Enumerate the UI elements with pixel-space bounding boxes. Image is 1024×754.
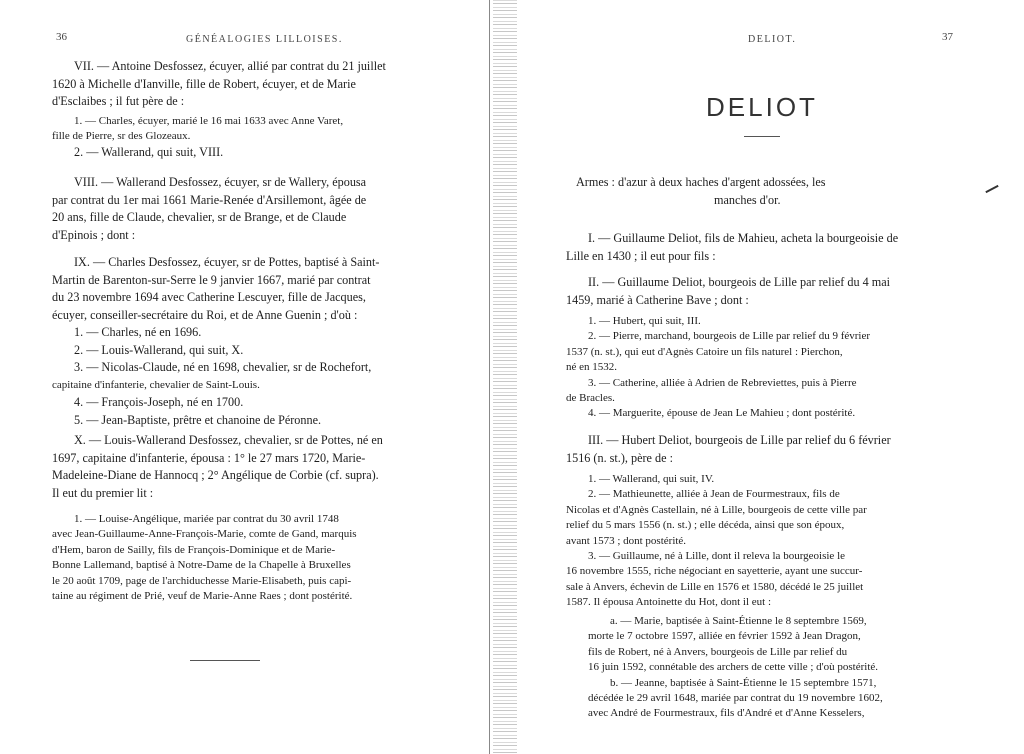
paragraph-iii: [566, 432, 950, 467]
text-line: 1459, marié à Catherine Bave ; dont :: [566, 292, 749, 307]
paragraph-ix: [52, 254, 424, 324]
text-line: II. — Guillaume Deliot, bourgeois de Lille par relief du 4 mai: [588, 275, 891, 289]
text-line: 1516 (n. st.), père de :: [566, 450, 673, 465]
text-line: avec André de Fourmestraux, fils d'André et d'Anne Kesselers,: [588, 707, 865, 720]
text-line: 2. — Wallerand, qui suit, VIII.: [74, 145, 224, 159]
title-rule: [744, 136, 780, 137]
child-entry: [52, 114, 424, 145]
children-list: [566, 314, 950, 422]
text-line: 1. — Charles, né en 1696.: [74, 325, 202, 339]
child-entry: [52, 512, 424, 604]
text-line: écuyer, conseiller-secrétaire du Roi, et de Anne Guenin ; d'où :: [52, 307, 358, 322]
text-line: du 23 novembre 1694 avec Catherine Lescuyer, fille de Jacques,: [52, 290, 366, 305]
page-number: 37: [942, 31, 953, 43]
right-page: [500, 0, 1024, 754]
text-line: b. — Jeanne, baptisée à Saint-Étienne le 15 septembre 1571,: [610, 676, 877, 689]
text-line: a. — Marie, baptisée à Saint-Étienne le 8 septembre 1569,: [610, 615, 867, 627]
child-entry: [52, 144, 424, 162]
running-head: DELIOT.: [748, 34, 797, 45]
text-line: morte le 7 octobre 1597, alliée en février 1592 à Jean Dragon,: [588, 630, 861, 643]
text-line: capitaine d'infanterie, chevalier de Saint-Louis.: [52, 378, 260, 391]
text-line: taine au régiment de Prié, veuf de Marie-Anne Raes ; dont postérité.: [52, 590, 353, 603]
text-line: Madeleine-Diane de Hannocq ; 2° Angélique de Corbie (cf. supra).: [52, 468, 379, 483]
text-line: né en 1532.: [566, 361, 618, 374]
paragraph-ii: [566, 274, 950, 309]
text-line: manches d'or.: [714, 192, 781, 207]
text-line: 4. — Marguerite, épouse de Jean Le Mahieu ; dont postérité.: [588, 407, 856, 420]
text-line: avec Jean-Guillaume-Anne-François-Marie, comte de Gand, marquis: [52, 528, 357, 541]
text-line: IX. — Charles Desfossez, écuyer, sr de Pottes, baptisé à Saint-: [74, 255, 380, 269]
page-fold: [489, 0, 490, 754]
chapter-title: DELIOT: [706, 92, 818, 122]
text-line: 1620 à Michelle d'Ianville, fille de Robert, écuyer, et de Marie: [52, 76, 356, 91]
text-line: décédée le 29 avril 1648, mariée par contrat du 19 novembre 1602,: [588, 692, 883, 705]
children-list: [566, 472, 950, 611]
text-line: d'Esclaibes ; il fut père de :: [52, 94, 185, 109]
text-line: X. — Louis-Wallerand Desfossez, chevalier, sr de Pottes, né en: [74, 433, 383, 447]
text-line: fils de Robert, né à Anvers, bourgeois de Lille par relief du: [588, 645, 848, 658]
text-line: Armes : d'azur à deux haches d'argent adossées, les: [576, 175, 826, 189]
text-line: VII. — Antoine Desfossez, écuyer, allié par contrat du 21 juillet: [74, 59, 386, 73]
text-line: Il eut du premier lit :: [52, 485, 154, 500]
text-line: 1. — Charles, écuyer, marié le 16 mai 1633 avec Anne Varet,: [74, 115, 344, 127]
text-line: 16 juin 1592, connétable des archers de cette ville ; d'où postérité.: [588, 661, 879, 674]
text-line: 20 ans, fille de Claude, chevalier, sr de Brange, et de Claude: [52, 210, 347, 225]
text-line: 1. — Louise-Angélique, mariée par contrat du 30 avril 1748: [74, 513, 339, 525]
text-line: le 20 août 1709, page de l'archiduchesse Marie-Elisabeth, puis capi-: [52, 574, 352, 587]
arms-description: [576, 174, 950, 209]
text-line: Martin de Barenton-sur-Serre le 9 janvier 1667, marié par contrat: [52, 272, 371, 287]
text-line: 3. — Nicolas-Claude, né en 1698, chevalier, sr de Rochefort,: [74, 360, 372, 375]
text-line: 2. — Mathieunette, alliée à Jean de Fourmestraux, fils de: [588, 488, 840, 501]
text-line: 1697, capitaine d'infanterie, épousa : 1° le 27 mars 1720, Marie-: [52, 450, 366, 465]
left-page: [0, 0, 496, 754]
text-line: III. — Hubert Deliot, bourgeois de Lille par relief du 6 février: [588, 433, 891, 447]
text-line: VIII. — Wallerand Desfossez, écuyer, sr de Wallery, épousa: [74, 175, 367, 189]
text-line: 2. — Louis-Wallerand, qui suit, X.: [74, 342, 244, 357]
text-line: 2. — Pierre, marchand, bourgeois de Lille par relief du 9 février: [588, 330, 871, 343]
grandchildren-list: [566, 614, 950, 722]
text-line: 1537 (n. st.), qui eut d'Agnès Catoire un fils naturel : Pierchon,: [566, 345, 843, 358]
text-line: 1. — Wallerand, qui suit, IV.: [588, 473, 715, 485]
text-line: 4. — François-Joseph, né en 1700.: [74, 395, 244, 410]
text-line: d'Hem, baron de Sailly, fils de François-Dominique et de Marie-: [52, 543, 336, 556]
text-line: 5. — Jean-Baptiste, prêtre et chanoine de Péronne.: [74, 412, 322, 427]
running-head: GÉNÉALOGIES LILLOISES.: [186, 34, 343, 45]
text-line: de Bracles.: [566, 392, 615, 405]
text-line: I. — Guillaume Deliot, fils de Mahieu, acheta la bourgeoisie de: [588, 231, 899, 245]
paragraph-vii: [52, 58, 424, 111]
text-line: 3. — Guillaume, né à Lille, dont il releva la bourgeoisie le: [588, 550, 846, 563]
paragraph-x: [52, 432, 424, 502]
text-line: relief du 5 mars 1556 (n. st.) ; elle décéda, ainsi que son époux,: [566, 519, 845, 532]
children-list: [52, 324, 424, 430]
text-line: sale à Anvers, échevin de Lille en 1576 et 1580, décédé le 25 juillet: [566, 580, 864, 593]
text-line: par contrat du 1er mai 1661 Marie-Renée d'Arsillemont, âgée de: [52, 192, 367, 207]
text-line: 1587. Il épousa Antoinette du Hot, dont il eut :: [566, 596, 772, 609]
text-line: Nicolas et d'Agnès Castellain, né à Lille, bourgeois de cette ville par: [566, 503, 867, 516]
text-line: 1. — Hubert, qui suit, III.: [588, 315, 701, 327]
end-rule: [190, 660, 260, 661]
text-line: 16 novembre 1555, riche négociant en sayetterie, ayant une succur-: [566, 565, 863, 578]
text-line: Bonne Lallemand, baptisé à Notre-Dame de la Chapelle à Bruxelles: [52, 559, 351, 572]
paragraph-viii: [52, 174, 424, 244]
text-line: d'Epinois ; dont :: [52, 227, 136, 242]
text-line: Lille en 1430 ; il eut pour fils :: [566, 248, 716, 263]
text-line: avant 1573 ; dont postérité.: [566, 534, 687, 547]
page-number: 36: [56, 31, 67, 43]
text-line: 3. — Catherine, alliée à Adrien de Rebreviettes, puis à Pierre: [588, 376, 857, 389]
text-line: fille de Pierre, sr des Glozeaux.: [52, 130, 191, 143]
paragraph-i: [566, 230, 950, 265]
